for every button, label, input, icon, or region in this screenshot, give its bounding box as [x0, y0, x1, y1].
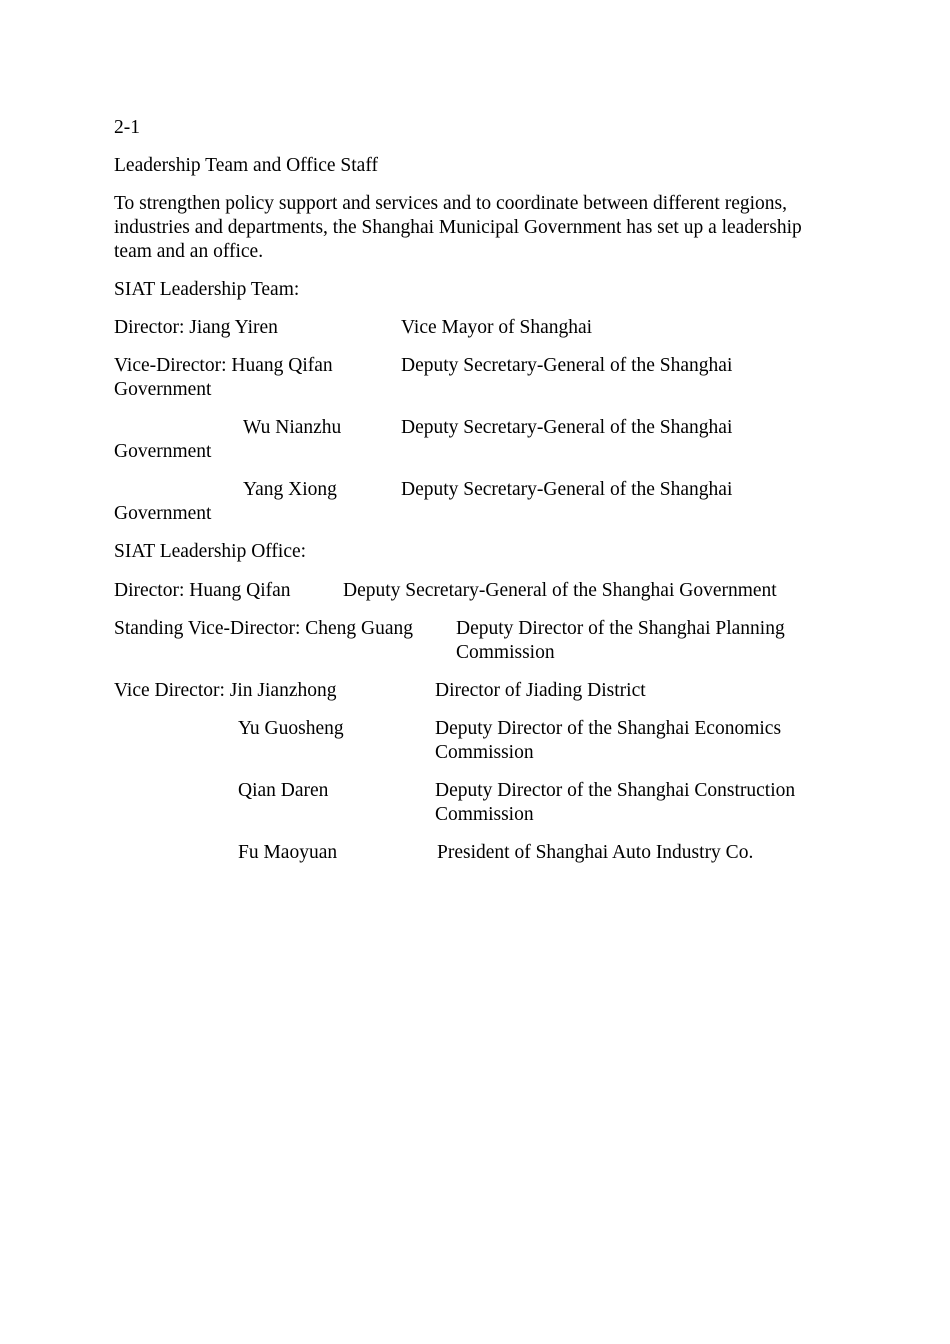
team-member-role-cont: Government — [114, 503, 212, 524]
office-member-name: Qian Daren — [238, 780, 329, 801]
office-member-role: President of Shanghai Auto Industry Co. — [437, 842, 754, 863]
office-director-name: Director: Huang Qifan — [114, 580, 291, 601]
team-member-role: Deputy Secretary-General of the Shanghai — [401, 479, 733, 500]
office-director-role: Deputy Secretary-General of the Shanghai Government — [343, 580, 777, 601]
team-vice-director-role-cont: Government — [114, 379, 212, 400]
office-member-name: Yu Guosheng — [238, 718, 344, 739]
team-member-name: Yang Xiong — [243, 479, 337, 500]
office-title: SIAT Leadership Office: — [114, 541, 307, 562]
office-vice-role: Director of Jiading District — [435, 680, 646, 701]
office-standing-role: Deputy Director of the Shanghai Planning — [456, 618, 785, 639]
intro-paragraph: To strengthen policy support and services and to coordinate between different regions, industries and departments, the Shanghai Municipal Government has set up a leadership team and an office. — [114, 193, 802, 262]
office-member-role: Deputy Director of the Shanghai Construction — [435, 780, 796, 801]
office-member-role-cont: Commission — [435, 804, 534, 825]
team-member-name: Wu Nianzhu — [243, 417, 342, 438]
office-member-role-cont: Commission — [435, 742, 534, 763]
team-director-name: Director: Jiang Yiren — [114, 317, 278, 338]
office-vice-name: Vice Director: Jin Jianzhong — [114, 680, 337, 701]
page-heading: Leadership Team and Office Staff — [114, 155, 378, 176]
team-member-role: Deputy Secretary-General of the Shanghai — [401, 417, 733, 438]
team-member-role-cont: Government — [114, 441, 212, 462]
team-vice-director-role: Deputy Secretary-General of the Shanghai — [401, 355, 733, 376]
team-title: SIAT Leadership Team: — [114, 279, 300, 300]
page-label: 2-1 — [114, 117, 140, 138]
office-standing-name: Standing Vice-Director: Cheng Guang — [114, 618, 414, 639]
office-standing-role-cont: Commission — [456, 642, 555, 663]
office-member-role: Deputy Director of the Shanghai Economics — [435, 718, 782, 739]
team-director-role: Vice Mayor of Shanghai — [401, 317, 593, 338]
office-member-name: Fu Maoyuan — [238, 842, 338, 863]
team-vice-director-name: Vice-Director: Huang Qifan — [114, 355, 333, 376]
